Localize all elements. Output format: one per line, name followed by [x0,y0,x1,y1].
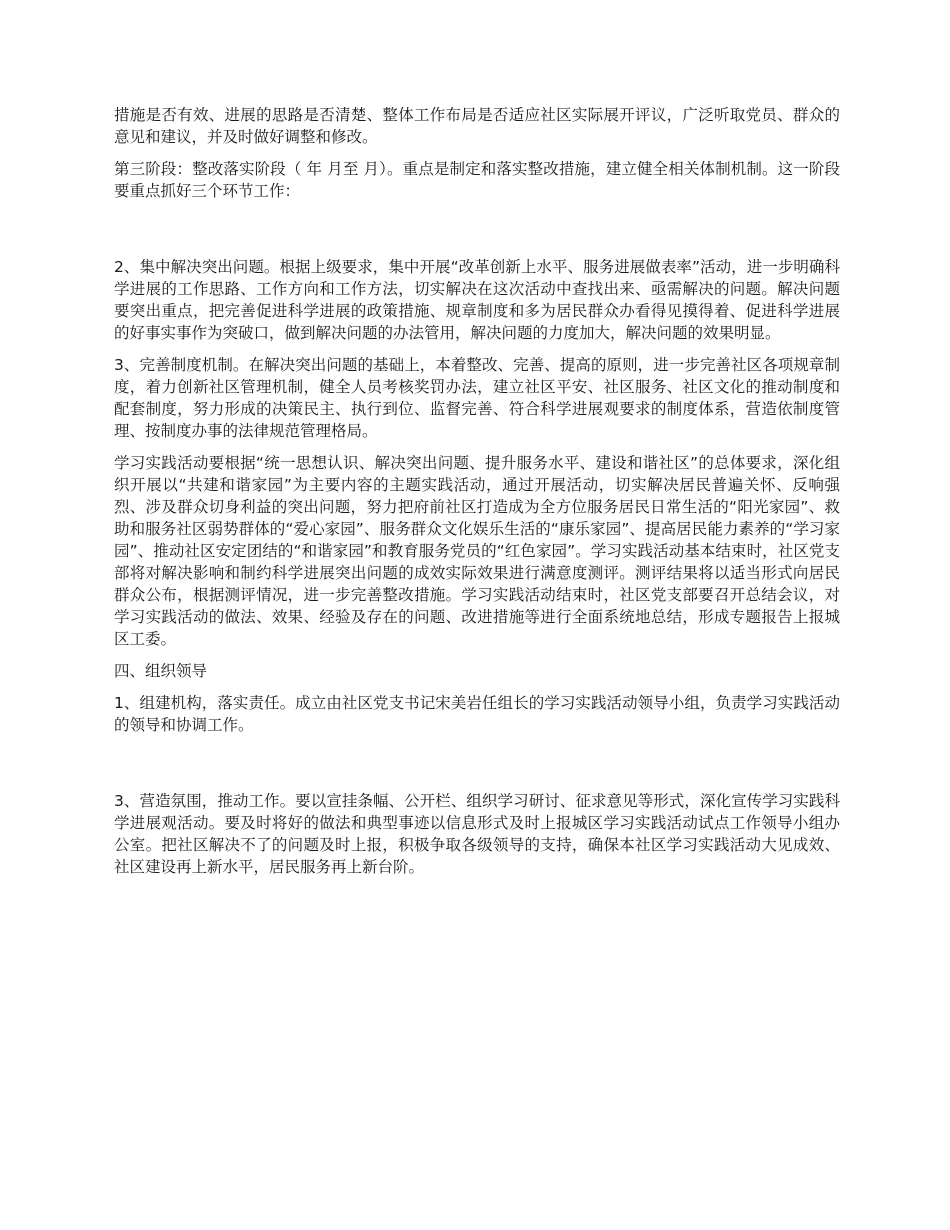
paragraph-evaluation: 措施是否有效、进展的思路是否清楚、整体工作布局是否适应社区实际展开评议，广泛听取党员、群众的意见和建议，并及时做好调整和修改。 [114,106,840,146]
document-body [114,104,840,888]
paragraph-create-atmosphere: 3、营造氛围，推动工作。要以宣挂条幅、公开栏、组织学习研讨、征求意见等形式，深化宣传学习实践科学进展观活动。要及时将好的做法和典型事迹以信息形式及时上报城区学习实践活动试点工作领导小组办公室。把社区解决不了的问题及时上报，积极争取各级领导的支持，确保本社区学习实践活动大见成效、社区建设再上新水平，居民服务再上新台阶。 [114,792,840,876]
blank-gap [114,212,840,256]
paragraph-stage-three: 第三阶段：整改落实阶段（ 年 月至 月）。重点是制定和落实整改措施，建立健全相关体制机制。这一阶段要重点抓好三个环节工作： [114,160,840,200]
paragraph-overall-requirements: 学习实践活动要根据“统一思想认识、解决突出问题、提升服务水平、建设和谐社区”的总体要求，深化组织开展以“共建和谐家园”为主要内容的主题实践活动，通过开展活动，切实解决居民普遍关怀、反响强烈、涉及群众切身利益的突出问题，努力把府前社区打造成为全方位服务居民日常生活的“阳光家园”、救助和服务社区弱势群体的“爱心家园”、服务群众文化娱乐生活的“康乐家园”、提高居民能力素养的“学习家园”、推动社区安定团结的“和谐家园”和教育服务党员的“红色家园”。学习实践活动基本结束时，社区党支部将对解决影响和制约科学进展突出问题的成效实际效果进行满意度测评。测评结果将以适当形式向居民群众公布，根据测评情况，进一步完善整改措施。学习实践活动结束时，社区党支部要召开总结会议，对学习实践活动的做法、效果、经验及存在的问题、改进措施等进行全面系统地总结，形成专题报告上报城区工委。 [114,454,840,648]
paragraph-improve-system: 3、完善制度机制。在解决突出问题的基础上，本着整改、完善、提高的原则，进一步完善社区各项规章制度，着力创新社区管理机制，健全人员考核奖罚办法，建立社区平安、社区服务、社区文化的推动制度和配套制度，努力形成的决策民主、执行到位、监督完善、符合科学进展观要求的制度体系，营造依制度管理、按制度办事的法律规范管理格局。 [114,356,840,440]
paragraph-solve-problems: 2、集中解决突出问题。根据上级要求，集中开展“改革创新上水平、服务进展做表率”活动，进一步明确科学进展的工作思路、工作方向和工作方法，切实解决在这次活动中查找出来、亟需解决的问题。解决问题要突出重点，把完善促进科学进展的政策措施、规章制度和多为居民群众办看得见摸得着、促进科学进展的好事实事作为突破口，做到解决问题的办法管用，解决问题的力度加大，解决问题的效果明显。 [114,258,840,342]
section-heading-organization: 四、组织领导 [114,662,208,680]
blank-gap [114,746,840,790]
paragraph-build-organization: 1、组建机构，落实责任。成立由社区党支书记宋美岩任组长的学习实践活动领导小组，负责学习实践活动的领导和协调工作。 [114,694,840,734]
